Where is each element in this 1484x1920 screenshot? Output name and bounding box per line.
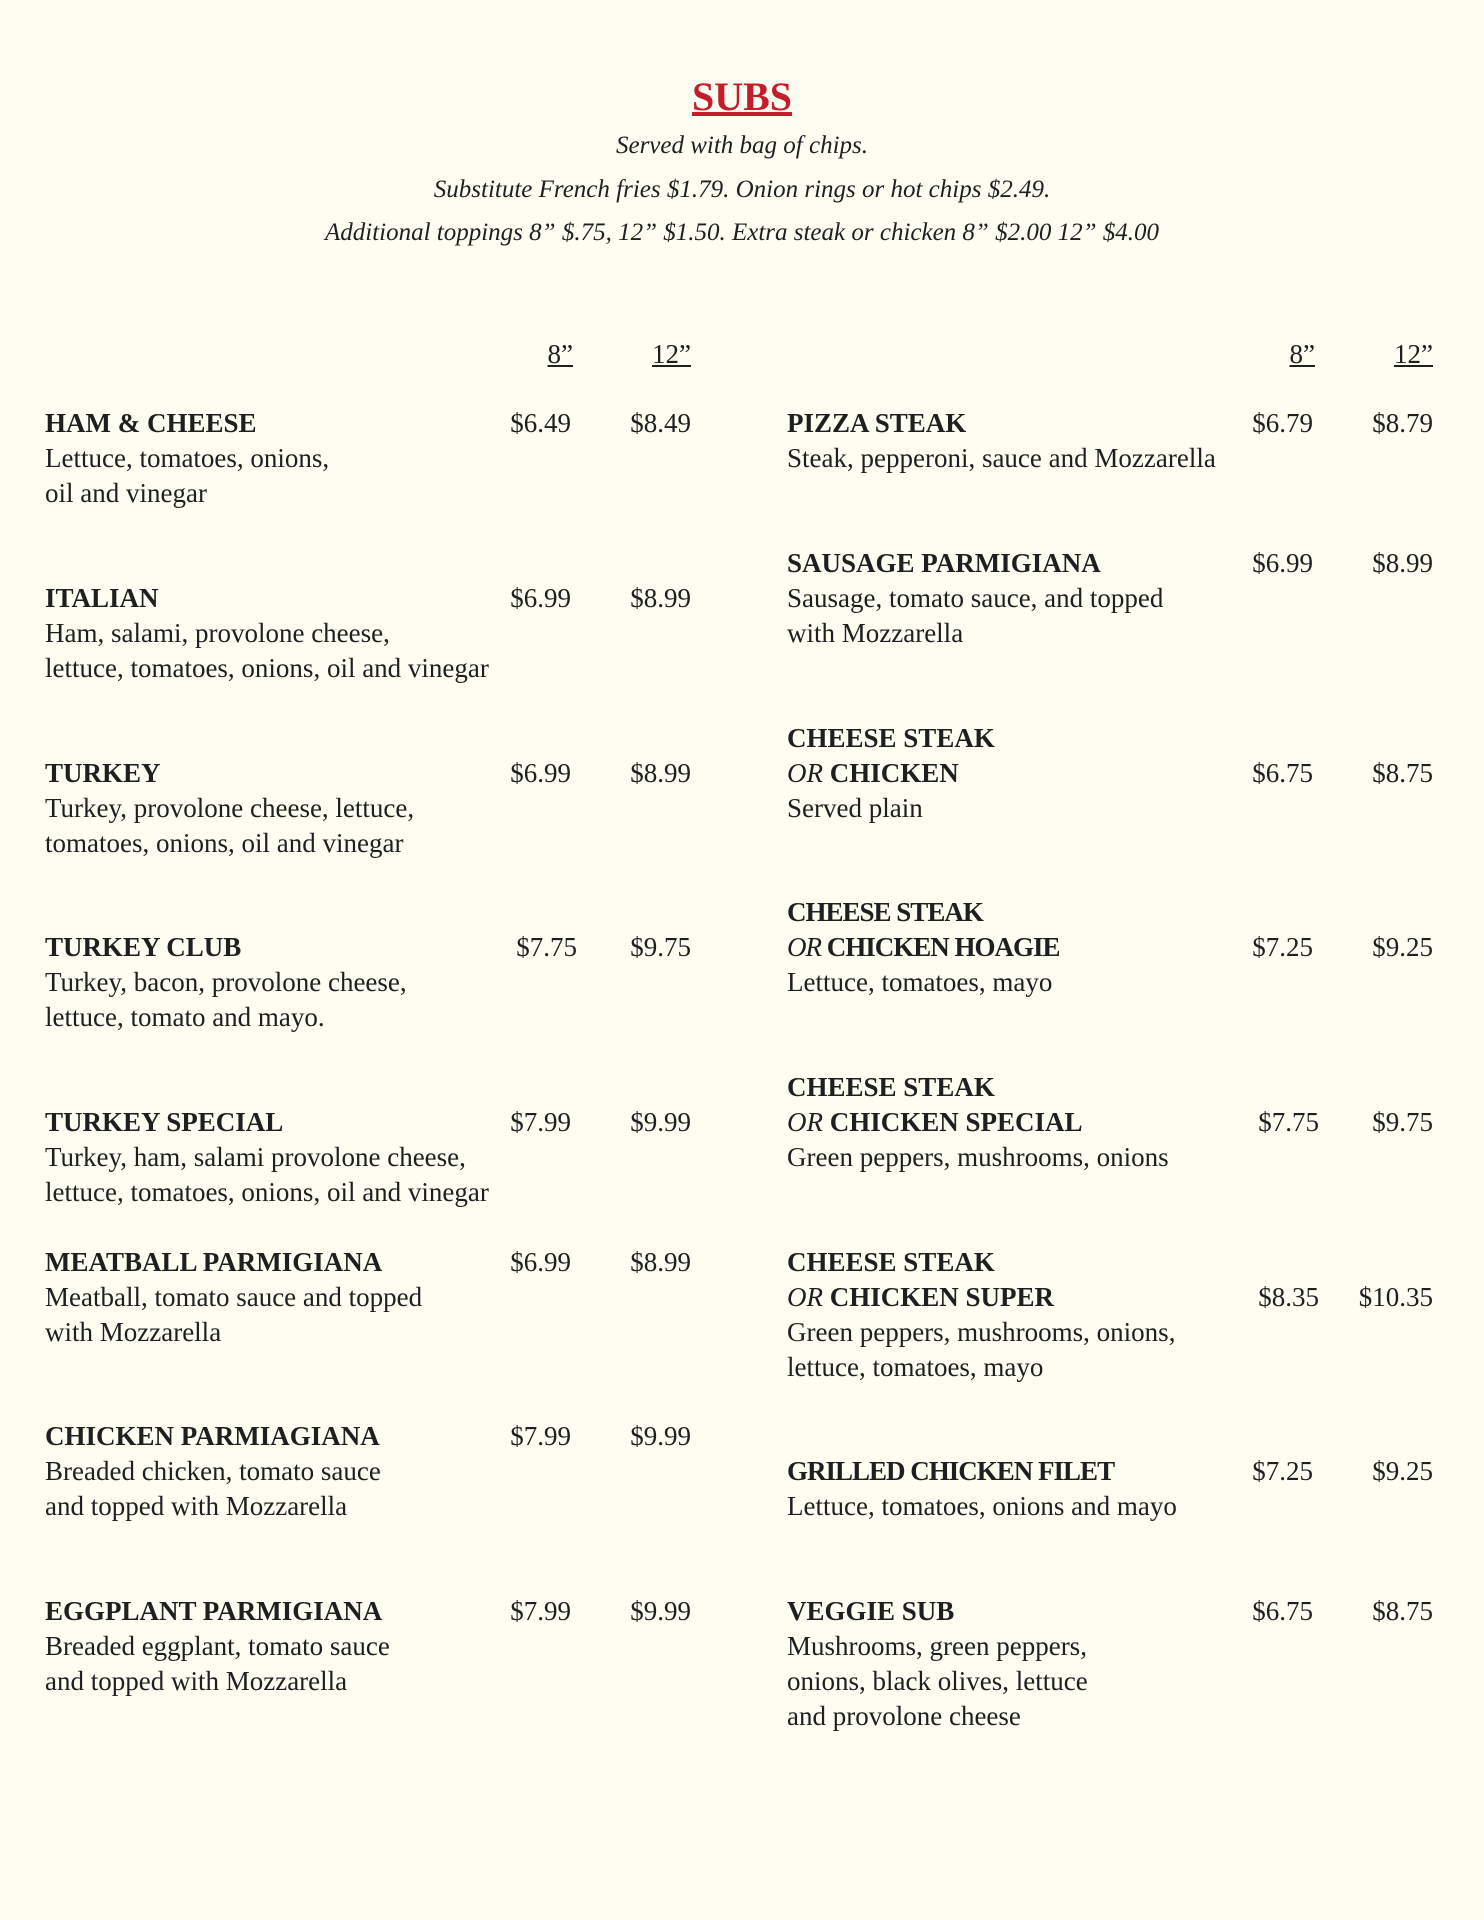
price-8: $6.75 xyxy=(1252,1596,1313,1626)
item-name-top: CHEESE STEAK xyxy=(787,1072,995,1102)
item-desc: Mushrooms, green peppers, xyxy=(787,1631,1087,1661)
price-8: $7.99 xyxy=(510,1421,571,1451)
size-header-right xyxy=(787,336,1443,372)
size-12-label: 12” xyxy=(1394,339,1433,369)
price-12: $10.35 xyxy=(1358,1282,1433,1312)
item-desc: Lettuce, tomatoes, onions, xyxy=(45,443,330,473)
menu-item xyxy=(787,895,1443,1000)
item-name: ITALIAN xyxy=(45,583,159,613)
item-name: CHICKEN HOAGIE xyxy=(826,932,1060,962)
size-header-left xyxy=(45,336,701,372)
item-desc: lettuce, tomatoes, onions, oil and vinegar xyxy=(45,1177,489,1207)
item-desc: Turkey, bacon, provolone cheese, xyxy=(45,967,407,997)
or-word: OR xyxy=(787,758,823,788)
price-12: $9.75 xyxy=(1372,1107,1433,1137)
price-12: $9.25 xyxy=(1372,1456,1433,1486)
price-8: $7.75 xyxy=(516,932,577,962)
price-8: $8.35 xyxy=(1258,1282,1319,1312)
menu-item xyxy=(45,1419,701,1524)
item-desc: with Mozzarella xyxy=(787,618,964,648)
price-8: $7.25 xyxy=(1252,932,1313,962)
menu-item xyxy=(45,1594,701,1699)
menu-item xyxy=(45,406,701,511)
menu-item xyxy=(45,1105,701,1210)
right-menu-column xyxy=(787,0,1443,1920)
or-word: OR xyxy=(787,932,821,962)
item-name: CHICKEN PARMIAGIANA xyxy=(45,1421,380,1451)
item-desc: Meatball, tomato sauce and topped xyxy=(45,1282,423,1312)
price-12: $8.75 xyxy=(1372,1596,1433,1626)
price-12: $8.99 xyxy=(1372,548,1433,578)
menu-item xyxy=(787,1594,1443,1734)
item-desc: and topped with Mozzarella xyxy=(45,1491,348,1521)
menu-item xyxy=(787,406,1443,476)
price-12: $8.99 xyxy=(630,583,691,613)
menu-item xyxy=(45,581,701,686)
item-desc: Breaded chicken, tomato sauce xyxy=(45,1456,381,1486)
item-desc: onions, black olives, lettuce xyxy=(787,1666,1088,1696)
menu-item xyxy=(787,546,1443,651)
price-12: $8.99 xyxy=(630,758,691,788)
price-8: $6.99 xyxy=(510,1247,571,1277)
item-desc: Lettuce, tomatoes, mayo xyxy=(787,967,1053,997)
price-8: $7.25 xyxy=(1252,1456,1313,1486)
or-word: OR xyxy=(787,1107,823,1137)
price-12: $8.75 xyxy=(1372,758,1433,788)
chips-note: Served with bag of chips. xyxy=(615,132,869,159)
price-8: $6.75 xyxy=(1252,758,1313,788)
menu-item xyxy=(45,756,701,861)
item-desc: Turkey, ham, salami provolone cheese, xyxy=(45,1142,466,1172)
item-name: TURKEY xyxy=(45,758,161,788)
item-desc: lettuce, tomatoes, mayo xyxy=(787,1352,1044,1382)
substitute-note: Substitute French fries $1.79. Onion rings or hot chips $2.49. xyxy=(433,176,1051,203)
size-8-label: 8” xyxy=(1289,339,1315,369)
item-name: TURKEY SPECIAL xyxy=(45,1107,284,1137)
item-desc: and provolone cheese xyxy=(787,1701,1021,1731)
page-title: SUBS xyxy=(691,74,793,119)
item-name-top: CHEESE STEAK xyxy=(787,1247,995,1277)
price-8: $6.99 xyxy=(510,758,571,788)
size-8-label: 8” xyxy=(547,339,573,369)
price-8: $6.49 xyxy=(510,408,571,438)
menu-item xyxy=(45,1245,701,1350)
item-name: SAUSAGE PARMIGIANA xyxy=(787,548,1101,578)
item-desc: and topped with Mozzarella xyxy=(45,1666,348,1696)
or-word: OR xyxy=(787,1282,823,1312)
item-name: GRILLED CHICKEN FILET xyxy=(787,1456,1115,1486)
item-desc: Ham, salami, provolone cheese, xyxy=(45,618,390,648)
item-desc: with Mozzarella xyxy=(45,1317,222,1347)
item-desc: Served plain xyxy=(787,793,923,823)
item-name: MEATBALL PARMIGIANA xyxy=(45,1247,383,1277)
size-12-label: 12” xyxy=(652,339,691,369)
item-desc: tomatoes, onions, oil and vinegar xyxy=(45,828,404,858)
item-name: CHICKEN SPECIAL xyxy=(829,1107,1083,1137)
item-desc: Turkey, provolone cheese, lettuce, xyxy=(45,793,415,823)
item-name: TURKEY CLUB xyxy=(45,932,242,962)
price-12: $8.49 xyxy=(630,408,691,438)
price-8: $7.99 xyxy=(510,1596,571,1626)
left-menu-column xyxy=(45,0,701,1920)
item-desc: lettuce, tomato and mayo. xyxy=(45,1002,325,1032)
menu-item xyxy=(787,1070,1443,1175)
toppings-note: Additional toppings 8” $.75, 12” $1.50. Extra steak or chicken 8” $2.00 12” $4.00 xyxy=(324,219,1159,246)
item-desc: oil and vinegar xyxy=(45,478,207,508)
item-desc: Green peppers, mushrooms, onions xyxy=(787,1142,1169,1172)
item-desc: Sausage, tomato sauce, and topped xyxy=(787,583,1164,613)
item-name: VEGGIE SUB xyxy=(787,1596,955,1626)
item-name: CHICKEN xyxy=(829,758,959,788)
price-12: $9.25 xyxy=(1372,932,1433,962)
price-12: $9.99 xyxy=(630,1107,691,1137)
price-12: $8.79 xyxy=(1372,408,1433,438)
price-8: $6.99 xyxy=(510,583,571,613)
price-8: $7.99 xyxy=(510,1107,571,1137)
item-desc: Green peppers, mushrooms, onions, xyxy=(787,1317,1176,1347)
item-name: PIZZA STEAK xyxy=(787,408,967,438)
item-desc: lettuce, tomatoes, onions, oil and vinegar xyxy=(45,653,489,683)
item-name: EGGPLANT PARMIGIANA xyxy=(45,1596,383,1626)
item-desc: Lettuce, tomatoes, onions and mayo xyxy=(787,1491,1177,1521)
price-8: $6.79 xyxy=(1252,408,1313,438)
price-12: $9.99 xyxy=(630,1596,691,1626)
price-8: $6.99 xyxy=(1252,548,1313,578)
menu-item xyxy=(787,1245,1443,1385)
menu-item xyxy=(787,721,1443,826)
item-name-top: CHEESE STEAK xyxy=(787,723,995,753)
item-name: CHICKEN SUPER xyxy=(829,1282,1055,1312)
price-8: $7.75 xyxy=(1258,1107,1319,1137)
price-12: $8.99 xyxy=(630,1247,691,1277)
item-name-top: CHEESE STEAK xyxy=(787,897,983,927)
price-12: $9.75 xyxy=(630,932,691,962)
item-name: HAM & CHEESE xyxy=(45,408,257,438)
item-desc: Breaded eggplant, tomato sauce xyxy=(45,1631,390,1661)
item-desc: Steak, pepperoni, sauce and Mozzarella xyxy=(787,443,1216,473)
price-12: $9.99 xyxy=(630,1421,691,1451)
menu-item xyxy=(787,1454,1443,1524)
menu-item xyxy=(45,930,701,1035)
